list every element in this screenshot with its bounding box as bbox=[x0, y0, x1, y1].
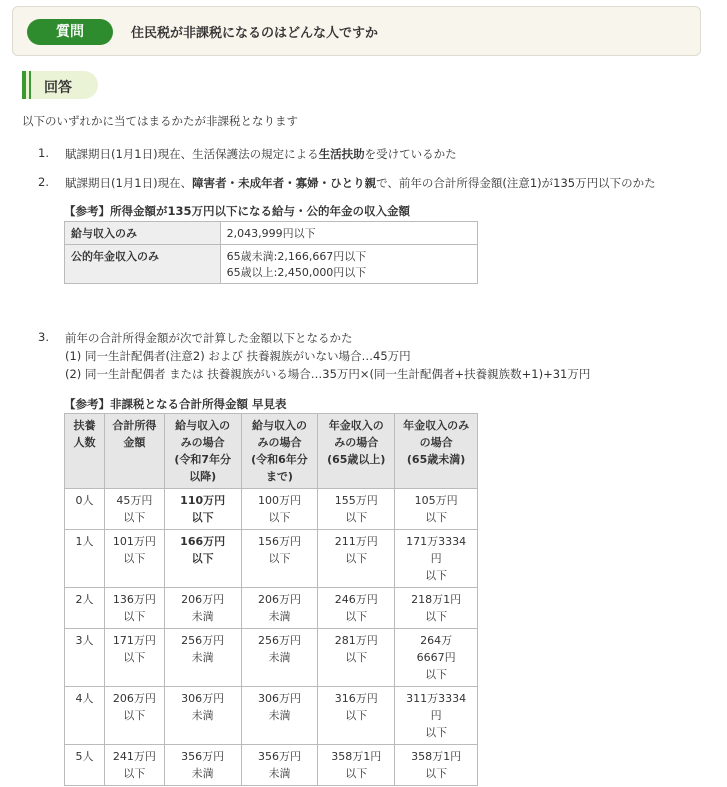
cell-line: 以下 bbox=[425, 511, 448, 524]
cell-line: 3人 bbox=[75, 634, 94, 647]
table-row bbox=[65, 745, 478, 786]
header-line: 給与収入の bbox=[175, 419, 231, 432]
cell-line: 以下 bbox=[268, 552, 291, 565]
cell-line: 306万円 bbox=[181, 692, 225, 705]
cell-line: 未満 bbox=[268, 651, 291, 664]
table-cell bbox=[318, 745, 395, 786]
cell-line: 以下 bbox=[345, 511, 368, 524]
cell-line: 以下 bbox=[268, 511, 291, 524]
table-row bbox=[65, 530, 478, 588]
item1-emphasis: 生活扶助 bbox=[318, 147, 365, 161]
cell-line: 136万円 bbox=[112, 593, 156, 606]
table-cell bbox=[65, 629, 105, 687]
item1-part-c: を受けているかた bbox=[364, 147, 457, 161]
ref1-value bbox=[220, 222, 477, 245]
cell-line: 358万1円 bbox=[331, 750, 382, 763]
cell-line: 211万円 bbox=[334, 535, 378, 548]
cell-line: 356万円 bbox=[257, 750, 301, 763]
header-line: まで) bbox=[265, 470, 293, 483]
ref2-caption: 【参考】非課税となる合計所得金額 早見表 bbox=[64, 397, 287, 411]
table-cell bbox=[241, 745, 318, 786]
header-line: (令和7年分 bbox=[174, 453, 231, 466]
table-cell bbox=[65, 745, 105, 786]
item-text-1 bbox=[65, 146, 457, 162]
ref1-label: 給与収入のみ bbox=[65, 222, 221, 245]
table-header-cell bbox=[395, 414, 478, 489]
header-line: みの場合 bbox=[334, 436, 379, 449]
cell-line: 未満 bbox=[191, 709, 214, 722]
ref2-table bbox=[64, 413, 478, 786]
cell-line: 以下 bbox=[345, 610, 368, 623]
table-cell bbox=[241, 530, 318, 588]
cell-line: 155万円 bbox=[334, 494, 378, 507]
ref1-value-line: 65歳未満:2,166,667円以下 bbox=[226, 250, 367, 263]
cell-line: 105万円 bbox=[414, 494, 458, 507]
header-line: 年金収入の bbox=[328, 419, 384, 432]
cell-line: 356万円 bbox=[181, 750, 225, 763]
cell-line: 以下 bbox=[425, 569, 448, 582]
cell-line: 未満 bbox=[268, 610, 291, 623]
header-line: 人数 bbox=[73, 436, 96, 449]
cell-line: 以下 bbox=[425, 610, 448, 623]
cell-line: 264万 bbox=[420, 634, 453, 647]
header-line: (65歳以上) bbox=[327, 453, 386, 466]
table-cell bbox=[241, 489, 318, 530]
header-line: 以降) bbox=[189, 470, 217, 483]
table-cell bbox=[318, 629, 395, 687]
cell-line: 246万円 bbox=[334, 593, 378, 606]
cell-line: 166万円 bbox=[180, 535, 226, 548]
table-cell bbox=[395, 489, 478, 530]
cell-line: 0人 bbox=[75, 494, 94, 507]
header-line: (令和6年分 bbox=[251, 453, 308, 466]
table-cell bbox=[104, 629, 164, 687]
table-cell bbox=[164, 687, 241, 745]
table-row bbox=[65, 245, 478, 284]
answer-intro: 以下のいずれかに当てはまるかたが非課税となります bbox=[22, 114, 298, 128]
cell-line: 4人 bbox=[75, 692, 94, 705]
table-cell bbox=[164, 489, 241, 530]
cell-line: 以下 bbox=[123, 552, 146, 565]
table-cell bbox=[65, 588, 105, 629]
item-number-1: 1. bbox=[38, 146, 49, 160]
cell-line: 101万円 bbox=[112, 535, 156, 548]
table-cell bbox=[241, 588, 318, 629]
question-badge: 質問 bbox=[27, 19, 113, 45]
question-box bbox=[12, 6, 701, 56]
table-cell bbox=[318, 530, 395, 588]
header-line: の場合 bbox=[419, 436, 453, 449]
answer-heading-label: 回答 bbox=[44, 80, 72, 96]
table-cell bbox=[65, 687, 105, 745]
table-cell bbox=[65, 530, 105, 588]
ref1-table bbox=[64, 221, 478, 284]
table-header-cell bbox=[104, 414, 164, 489]
cell-line: 256万円 bbox=[257, 634, 301, 647]
cell-line: 円 bbox=[430, 552, 442, 565]
cell-line: 206万円 bbox=[112, 692, 156, 705]
table-row bbox=[65, 629, 478, 687]
item-number-3: 3. bbox=[38, 330, 49, 344]
cell-line: 281万円 bbox=[334, 634, 378, 647]
cell-line: 以下 bbox=[345, 709, 368, 722]
cell-line: 311万3334 bbox=[406, 692, 467, 705]
heading-bar bbox=[22, 71, 26, 99]
cell-line: 218万1円 bbox=[411, 593, 462, 606]
item1-part-a: 賦課期日(1月1日)現在、生活保護法の規定による bbox=[65, 147, 319, 161]
cell-line: 316万円 bbox=[334, 692, 378, 705]
table-cell bbox=[104, 588, 164, 629]
cell-line: 以下 bbox=[345, 767, 368, 780]
table-cell bbox=[104, 530, 164, 588]
cell-line: 以下 bbox=[123, 767, 146, 780]
table-cell bbox=[241, 629, 318, 687]
table-cell bbox=[164, 530, 241, 588]
table-cell bbox=[104, 489, 164, 530]
cell-line: 以下 bbox=[345, 552, 368, 565]
table-cell bbox=[65, 489, 105, 530]
cell-line: 以下 bbox=[123, 651, 146, 664]
cell-line: 未満 bbox=[191, 767, 214, 780]
cell-line: 以下 bbox=[123, 610, 146, 623]
ref1-value-line: 65歳以上:2,450,000円以下 bbox=[226, 266, 367, 279]
table-row bbox=[65, 588, 478, 629]
cell-line: 以下 bbox=[123, 709, 146, 722]
heading-bar-thin bbox=[29, 71, 31, 99]
table-cell bbox=[395, 588, 478, 629]
table-header-cell bbox=[241, 414, 318, 489]
table-cell bbox=[395, 530, 478, 588]
table-header-cell bbox=[164, 414, 241, 489]
table-header-cell bbox=[318, 414, 395, 489]
header-line: 扶養 bbox=[73, 419, 96, 432]
cell-line: 6667円 bbox=[416, 651, 456, 664]
item-number-2: 2. bbox=[38, 175, 49, 189]
header-line: 給与収入の bbox=[251, 419, 307, 432]
cell-line: 100万円 bbox=[257, 494, 301, 507]
cell-line: 110万円 bbox=[180, 494, 226, 507]
ref1-label: 公的年金収入のみ bbox=[65, 245, 221, 284]
cell-line: 未満 bbox=[268, 767, 291, 780]
cell-line: 358万1円 bbox=[411, 750, 462, 763]
cell-line: 以下 bbox=[345, 651, 368, 664]
table-cell bbox=[395, 629, 478, 687]
cell-line: 以下 bbox=[425, 767, 448, 780]
item2-part-a: 賦課期日(1月1日)現在、 bbox=[65, 176, 193, 190]
cell-line: 5人 bbox=[75, 750, 94, 763]
answer-heading bbox=[22, 71, 98, 99]
header-line: 年金収入のみ bbox=[403, 419, 470, 432]
cell-line: 206万円 bbox=[257, 593, 301, 606]
cell-line: 円 bbox=[430, 709, 442, 722]
table-cell bbox=[104, 745, 164, 786]
header-line: みの場合 bbox=[180, 436, 225, 449]
cell-line: 256万円 bbox=[181, 634, 225, 647]
item2-part-c: で、前年の合計所得金額(注意1)が135万円以下のかた bbox=[376, 176, 656, 190]
item-text-3: 前年の合計所得金額が次で計算した金額以下となるかた bbox=[65, 331, 353, 345]
table-row bbox=[65, 687, 478, 745]
cell-line: 以下 bbox=[425, 668, 448, 681]
table-cell bbox=[164, 629, 241, 687]
table-row bbox=[65, 489, 478, 530]
table-cell bbox=[241, 687, 318, 745]
cell-line: 171万円 bbox=[112, 634, 156, 647]
table-cell bbox=[395, 687, 478, 745]
ref1-caption: 【参考】所得金額が135万円以下になる給与・公的年金の収入金額 bbox=[64, 204, 411, 218]
ref1-value-line: 2,043,999円以下 bbox=[226, 227, 316, 240]
header-line: みの場合 bbox=[257, 436, 302, 449]
item2-emphasis: 障害者・未成年者・寡婦・ひとり親 bbox=[192, 176, 377, 190]
item-text-2 bbox=[65, 175, 656, 191]
item3-sub-1: (1) 同一生計配偶者(注意2) および 扶養親族がいない場合…45万円 bbox=[65, 349, 411, 363]
cell-line: 未満 bbox=[268, 709, 291, 722]
cell-line: 2人 bbox=[75, 593, 94, 606]
cell-line: 未満 bbox=[191, 610, 214, 623]
table-cell bbox=[395, 745, 478, 786]
table-row bbox=[65, 222, 478, 245]
ref1-value bbox=[220, 245, 477, 284]
cell-line: 以下 bbox=[191, 511, 214, 524]
cell-line: 1人 bbox=[75, 535, 94, 548]
table-cell bbox=[104, 687, 164, 745]
cell-line: 以下 bbox=[191, 552, 214, 565]
table-cell bbox=[164, 588, 241, 629]
item3-sub-2: (2) 同一生計配偶者 または 扶養親族がいる場合…35万円×(同一生計配偶者+扶養親族数+1)+31万円 bbox=[65, 367, 591, 381]
cell-line: 45万円 bbox=[116, 494, 153, 507]
cell-line: 306万円 bbox=[257, 692, 301, 705]
table-header-row bbox=[65, 414, 478, 489]
table-header-cell bbox=[65, 414, 105, 489]
cell-line: 241万円 bbox=[112, 750, 156, 763]
header-line: 合計所得 bbox=[112, 419, 157, 432]
cell-line: 156万円 bbox=[257, 535, 301, 548]
question-text: 住民税が非課税になるのはどんな人ですか bbox=[131, 26, 379, 41]
cell-line: 171万3334 bbox=[406, 535, 467, 548]
header-line: 金額 bbox=[123, 436, 146, 449]
table-cell bbox=[318, 687, 395, 745]
cell-line: 以下 bbox=[425, 726, 448, 739]
header-line: (65歳未満) bbox=[406, 453, 466, 466]
cell-line: 以下 bbox=[123, 511, 146, 524]
table-cell bbox=[164, 745, 241, 786]
cell-line: 206万円 bbox=[181, 593, 225, 606]
table-cell bbox=[318, 489, 395, 530]
cell-line: 未満 bbox=[191, 651, 214, 664]
table-cell bbox=[318, 588, 395, 629]
